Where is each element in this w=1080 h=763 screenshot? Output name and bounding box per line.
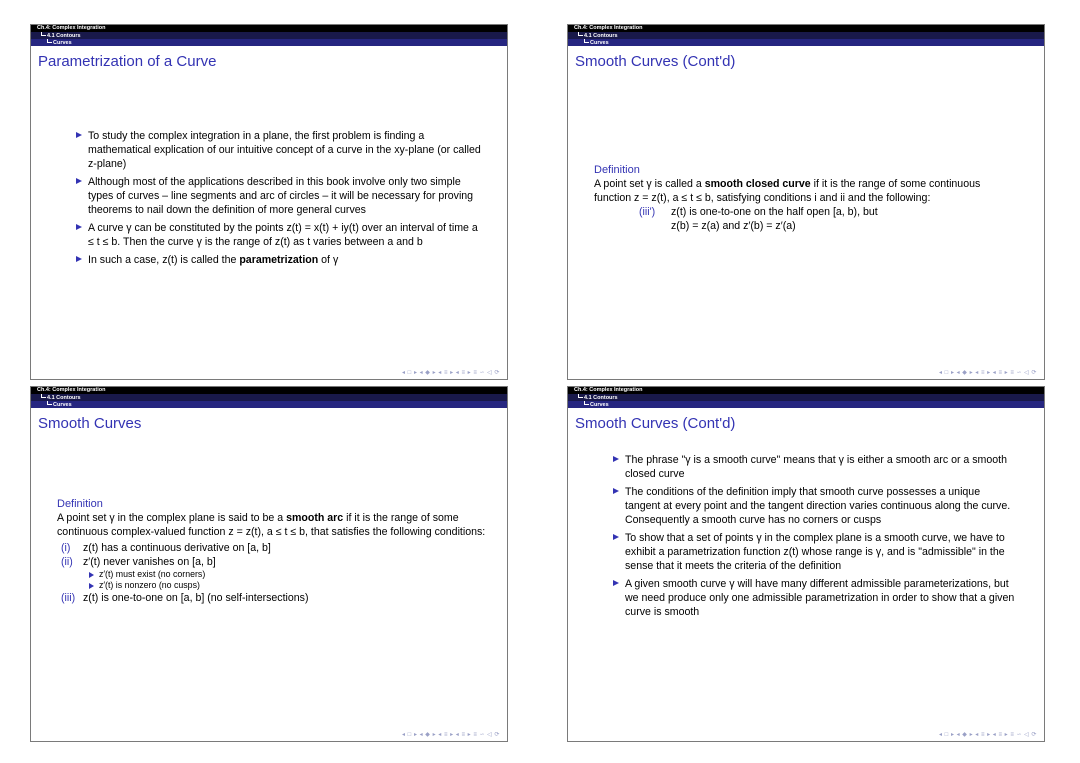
slide-smooth-curves [30,386,508,742]
definition-heading: Definition [594,164,640,176]
header-subsection: Curves [53,402,72,408]
bullet-item: To study the complex integration in a plane, the first problem is finding a mathematical explication of our intuitive concept of a curve in the xy-plane (or called z-plane) [76,129,481,171]
header-subsection: Curves [590,402,609,408]
slide-content [613,453,1018,623]
condition-item: (iii') z(t) is one-to-one on the half open [a, b), but z(b) = z(a) and z′(b) = z′(a) [639,206,878,232]
definition-text: A point set γ is called a smooth closed curve if it is the range of some continuous function z = z(t), a ≤ t ≤ b, satisfying conditions i and ii and the following: [594,178,981,204]
header-section: 4.1 Contours [584,395,618,401]
sub-bullet-item: z′(t) must exist (no corners) [89,569,487,580]
slide-content [76,129,481,271]
condition-item: (ii) z′(t) never vanishes on [a, b] z′(t) must exist (no corners) z′(t) is nonzero (no cusps) [61,555,487,591]
slide-header [568,387,1044,408]
bullet-item: A given smooth curve γ will have many different admissible parameterizations, but we need produce only one admissible parametrization in order to show that a given curve is smooth [613,577,1018,619]
header-chapter: Ch.4: Complex Integration [568,387,1044,394]
definition-block [594,163,1019,233]
slide-title: Smooth Curves (Cont'd) [575,415,736,432]
condition-item: (iii) z(t) is one-to-one on [a, b] (no self-intersections) [61,592,309,604]
slide-header [568,25,1044,46]
bullet-item: The conditions of the definition imply that smooth curve possesses a unique tangent at every point and the tangent direction varies continuous along the curve. Consequently a smooth curve has no corners or cusps [613,485,1018,527]
bullet-item: A curve γ can be constituted by the points z(t) = x(t) + iy(t) over an interval of time a ≤ t ≤ b. Then the curve γ is the range of z(t) as t varies between a and b [76,221,481,249]
definition-block [57,497,487,605]
sub-bullet-item: z′(t) is nonzero (no cusps) [89,580,487,591]
definition-text: A point set γ in the complex plane is said to be a smooth arc if it is the range of some continuous complex-valued function z = z(t), a ≤ t ≤ b, that satisfies the following conditions: [57,512,486,538]
slide-title: Smooth Curves [38,415,142,432]
navigation-icons[interactable]: ◂ □ ▸ ◂ ◆ ▸ ◂ ≡ ▸ ◂ ≡ ▸ ≡ ∽ ◁ ⟳ [401,732,500,738]
condition-label: (iii') [639,206,656,218]
bullet-item: In such a case, z(t) is called the parametrization of γ [76,253,481,267]
condition-item: (i) z(t) has a continuous derivative on [a, b] [61,542,271,554]
header-section: 4.1 Contours [47,33,81,39]
header-subsection: Curves [590,40,609,46]
bullet-item: Although most of the applications described in this book involve only two simple types of curves – line segments and arc of circles – it will be necessary for proving theorems to nail down the definition of more general curves [76,175,481,217]
header-chapter: Ch.4: Complex Integration [568,25,1044,32]
definition-heading: Definition [57,498,103,510]
header-section: 4.1 Contours [47,395,81,401]
header-chapter: Ch.4: Complex Integration [31,387,507,394]
bullet-item: To show that a set of points γ in the complex plane is a smooth curve, we have to exhibit a parametrization function z(t) whose range is γ, and is "admissible" in the sense that it meets the criteria of the definition [613,531,1018,573]
navigation-icons[interactable]: ◂ □ ▸ ◂ ◆ ▸ ◂ ≡ ▸ ◂ ≡ ▸ ≡ ∽ ◁ ⟳ [938,732,1037,738]
slide-header [31,387,507,408]
header-chapter: Ch.4: Complex Integration [31,25,507,32]
slide-title: Smooth Curves (Cont'd) [575,53,736,70]
slide-parametrization [30,24,508,380]
navigation-icons[interactable]: ◂ □ ▸ ◂ ◆ ▸ ◂ ≡ ▸ ◂ ≡ ▸ ≡ ∽ ◁ ⟳ [401,370,500,376]
slide-smooth-curves-contd [567,386,1045,742]
navigation-icons[interactable]: ◂ □ ▸ ◂ ◆ ▸ ◂ ≡ ▸ ◂ ≡ ▸ ≡ ∽ ◁ ⟳ [938,370,1037,376]
slide-smooth-closed-curve [567,24,1045,380]
bullet-item: The phrase "γ is a smooth curve" means that γ is either a smooth arc or a smooth closed curve [613,453,1018,481]
slide-header [31,25,507,46]
header-section: 4.1 Contours [584,33,618,39]
header-subsection: Curves [53,40,72,46]
slide-title: Parametrization of a Curve [38,53,217,70]
